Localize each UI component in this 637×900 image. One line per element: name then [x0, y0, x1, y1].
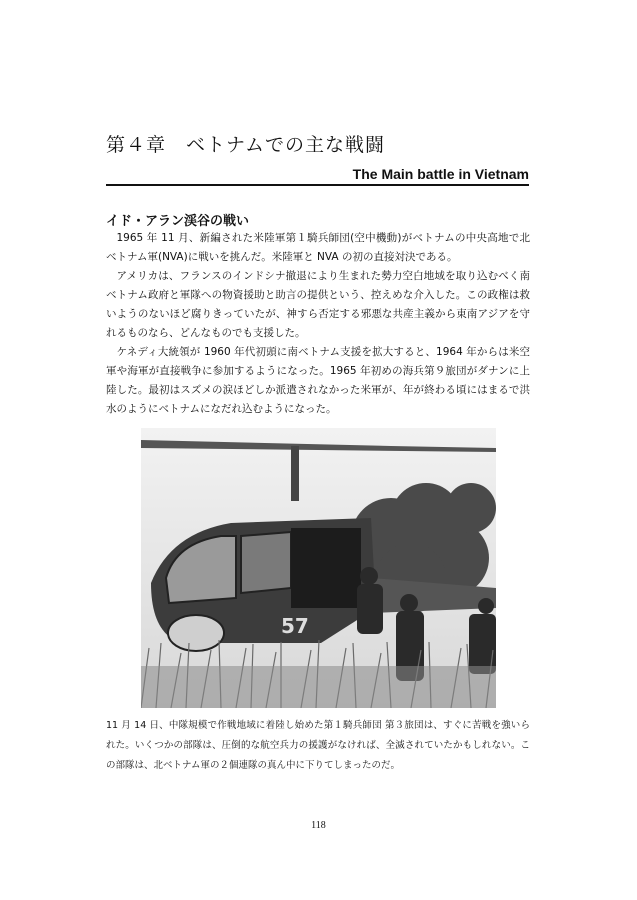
page-number: 118 [311, 820, 326, 831]
photo-caption: 11 月 14 日、中隊規模で作戦地域に着陸し始めた第１騎兵師団 第３旅団は、すぐに苦戦を強いられた。いくつかの部隊は、圧倒的な航空兵力の援護がなければ、全滅されていたかもしれない。この部隊は、北ベトナム軍の２個連隊の真ん中に下りてしまったのだ。 [106, 720, 530, 771]
helicopter-photo [141, 428, 496, 708]
chapter-title: 第４章 ベトナムでの主な戦闘 [106, 134, 386, 156]
aircraft-number: 57 [281, 614, 309, 638]
paragraph: 1965 年 11 月、新編された米陸軍第１騎兵師団(空中機動)がベトナムの中央高地で北ベトナム軍(NVA)に戦いを挑んだ。米陸軍と NVA の初の直接対決である。 [106, 232, 530, 263]
helicopter-photo-illustration [141, 428, 496, 708]
section-heading: イド・アラン渓谷の戦い [106, 214, 250, 229]
body-text [106, 229, 530, 419]
title-divider [106, 184, 529, 186]
chapter-subtitle: The Main battle in Vietnam [352, 166, 529, 182]
paragraph: アメリカは、フランスのインドシナ撤退により生まれた勢力空白地域を取り込むべく南ベトナム政府と軍隊への物資援助と助言の提供という、控えめな介入した。この政権は救いようのないほど腐りきっていたが、神すら否定する邪悪な共産主義から東南アジアを守れるものなら、どんなものでも支援した。 [106, 270, 530, 339]
paragraph: ケネディ大統領が 1960 年代初頭に南ベトナム支援を拡大すると、1964 年からは米空軍や海軍が直接戦争に参加するようになった。1965 年初めの海兵第９旅団がダナンに上陸した。最初はスズメの涙ほどしか派遣されなかった米軍が、年が終わる頃にはまるで洪水のようにベトナムになだれ込むようになった。 [106, 346, 530, 415]
